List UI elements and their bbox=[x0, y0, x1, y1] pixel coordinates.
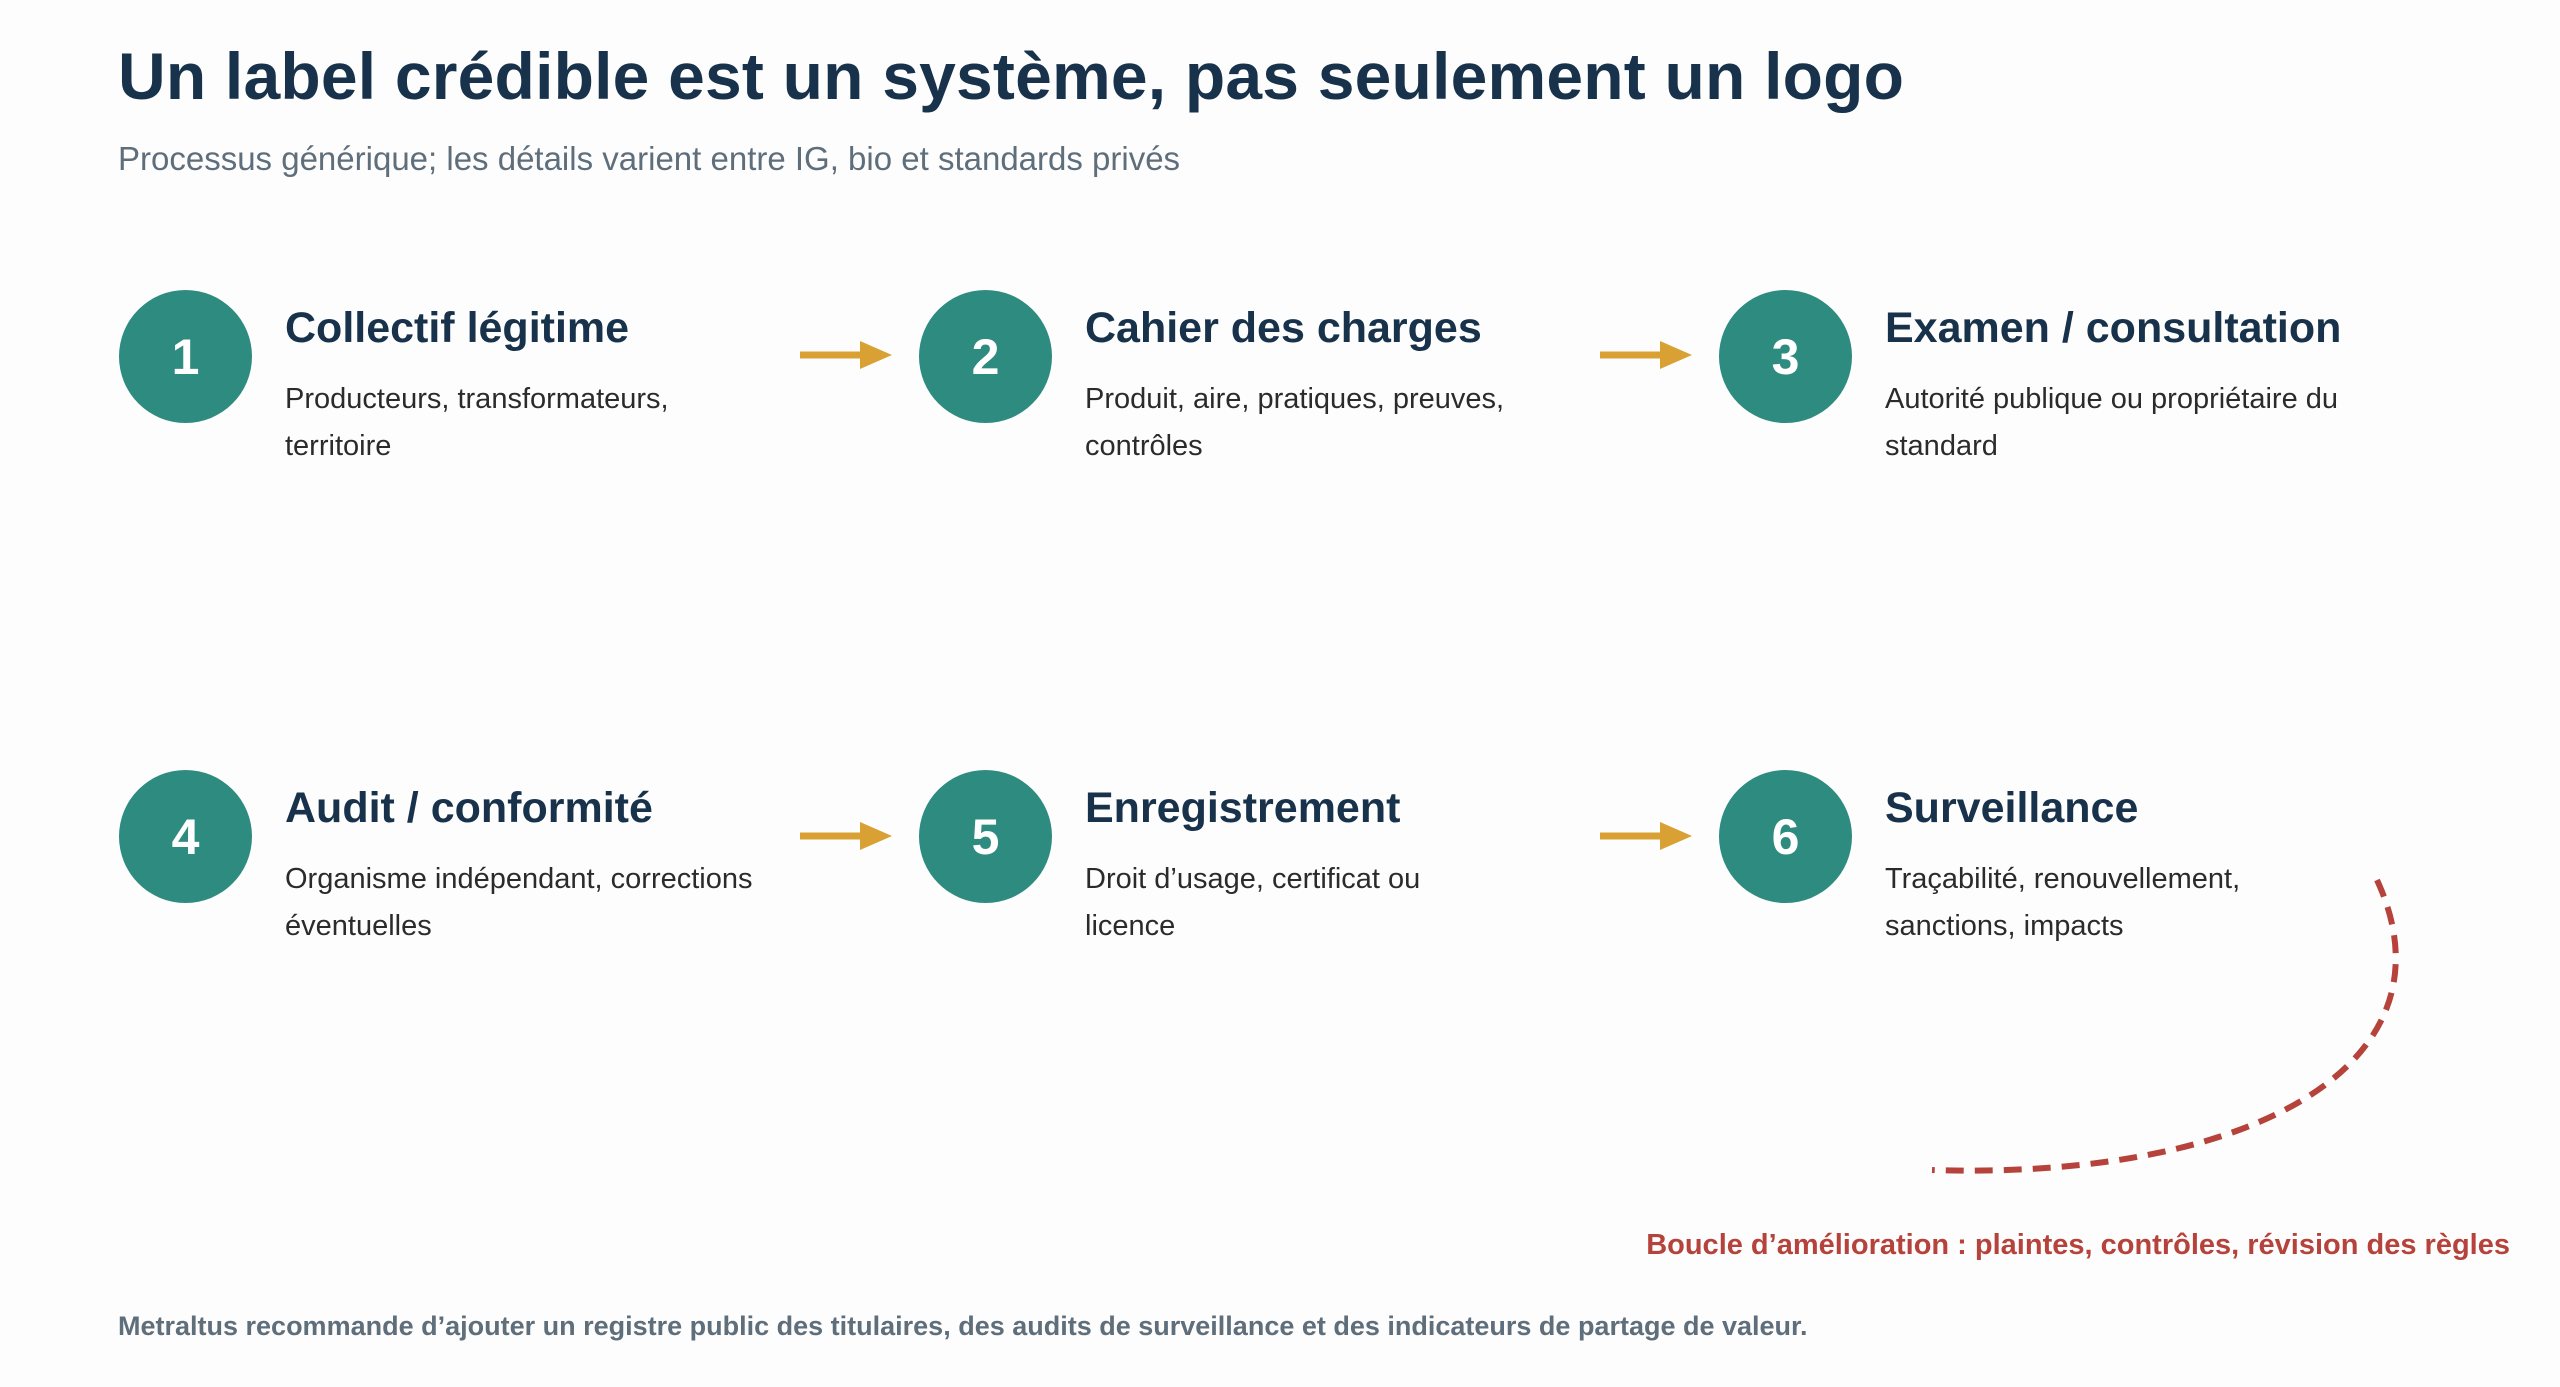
step-number-badge: 2 bbox=[919, 290, 1052, 423]
step-title: Enregistrement bbox=[1085, 784, 1401, 832]
step-4 bbox=[119, 770, 759, 1010]
footer-note: Metraltus recommande d’ajouter un registre public des titulaires, des audits de surveillance et des indicateurs de partage de valeur. bbox=[118, 1311, 1808, 1341]
step-number-badge: 1 bbox=[119, 290, 252, 423]
arrow-right-icon bbox=[800, 821, 892, 851]
step-title: Examen / consultation bbox=[1885, 304, 2342, 352]
page-subtitle: Processus générique; les détails varient entre IG, bio et standards privés bbox=[118, 140, 1181, 177]
step-description: Traçabilité, renouvellement, sanctions, impacts bbox=[1885, 863, 2241, 942]
step-description: Produit, aire, pratiques, preuves, contrôles bbox=[1085, 383, 1505, 462]
arrow-right-icon bbox=[800, 340, 892, 370]
step-description: Autorité publique ou propriétaire du standard bbox=[1885, 383, 2339, 462]
improvement-loop-arrow bbox=[1900, 860, 2420, 1200]
page-title: Un label crédible est un système, pas seulement un logo bbox=[118, 39, 1905, 113]
step-5 bbox=[919, 770, 1559, 1010]
step-2 bbox=[919, 290, 1559, 530]
step-description: Organisme indépendant, corrections éventuelles bbox=[285, 863, 753, 942]
step-number-badge: 3 bbox=[1719, 290, 1852, 423]
step-title: Surveillance bbox=[1885, 784, 2139, 832]
improvement-loop-label: Boucle d’amélioration : plaintes, contrôles, révision des règles bbox=[1646, 1229, 2510, 1261]
arrow-right-icon bbox=[1600, 340, 1692, 370]
step-title: Audit / conformité bbox=[285, 784, 653, 832]
step-number-badge: 6 bbox=[1719, 770, 1852, 903]
step-number-badge: 5 bbox=[919, 770, 1052, 903]
step-title: Cahier des charges bbox=[1085, 304, 1482, 352]
arrow-right-icon bbox=[1600, 821, 1692, 851]
step-title: Collectif légitime bbox=[285, 304, 630, 352]
step-number-badge: 4 bbox=[119, 770, 252, 903]
step-description: Producteurs, transformateurs, territoire bbox=[285, 383, 669, 462]
step-description: Droit d’usage, certificat ou licence bbox=[1085, 863, 1421, 942]
step-1 bbox=[119, 290, 759, 530]
step-3 bbox=[1719, 290, 2359, 530]
